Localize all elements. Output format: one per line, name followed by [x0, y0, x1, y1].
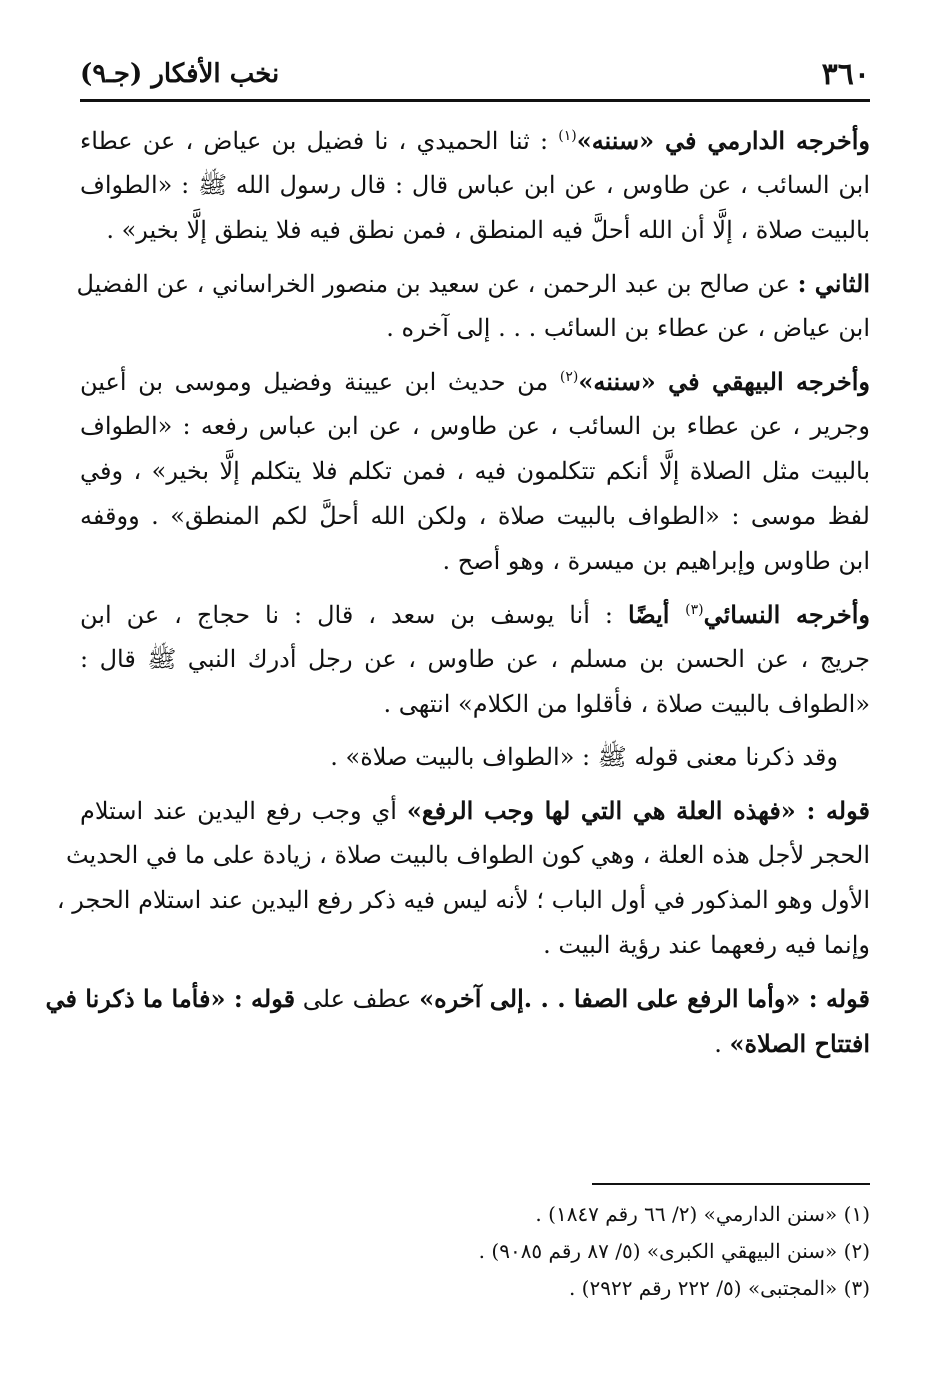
text-line	[80, 404, 870, 449]
text-segment: وقد ذكرنا معنى قوله ﷺ : «الطواف بالبيت صلاة» .	[330, 743, 838, 771]
text-segment: ابن عياض ، عن عطاء بن السائب . . . إلى آخره .	[386, 314, 870, 342]
page-header	[80, 52, 870, 96]
body-text	[45, 118, 870, 1066]
text-line	[80, 735, 870, 780]
paragraph-gap	[80, 253, 870, 261]
text-line	[80, 208, 870, 253]
footnote-2: (٢) «سنن البيهقي الكبرى» (٥/ ٨٧ رقم ٩٠٨٥) .	[478, 1239, 870, 1263]
text-segment: افتتاح الصلاة»	[729, 1029, 870, 1058]
text-segment: وإنما فيه رفعهما عند رؤية البيت .	[543, 931, 870, 959]
text-segment: وأخرجه البيهقي في «سننه»	[578, 367, 870, 396]
paragraph	[80, 118, 870, 253]
text-segment: وأخرجه النسائي	[703, 600, 870, 629]
text-segment: «الطواف بالبيت صلاة ، فأقلوا من الكلام» انتهى .	[383, 690, 870, 718]
text-segment: : أنا يوسف بن سعد ، قال : نا حجاج ، عن ابن	[80, 601, 628, 629]
paragraph	[56, 788, 870, 968]
footnote-ref[interactable]: (٢)	[559, 369, 579, 385]
paragraph-gap	[80, 351, 870, 359]
footnote-ref[interactable]: (٣)	[685, 602, 704, 618]
text-segment: عن صالح بن عبد الرحمن ، عن سعيد بن منصور الخراساني ، عن الفضيل	[76, 270, 798, 298]
text-segment: الثاني :	[797, 269, 870, 298]
text-segment: قوله : «فهذه العلة هي التي لها وجب الرفع»	[406, 796, 870, 825]
paragraph-gap	[80, 584, 870, 592]
paragraph	[45, 976, 870, 1066]
text-line	[80, 359, 870, 404]
text-segment: بالبيت مثل الصلاة إلَّا أنكم تتكلمون فيه ، فمن تكلم فلا يتكلم إلَّا بخير» ، وفي	[80, 457, 870, 485]
text-segment: ابن طاوس وإبراهيم بن ميسرة ، وهو أصح .	[442, 547, 870, 575]
text-segment: الأول وهو المذكور في أول الباب ؛ لأنه ليس فيه ذكر رفع اليدين عند استلام الحجر ،	[56, 886, 870, 914]
text-segment: عطف على	[295, 985, 420, 1013]
text-segment: بالبيت صلاة ، إلَّا أن الله أحلَّ فيه المنطق ، فمن نطق فيه فلا ينطق إلَّا بخير» .	[106, 216, 870, 244]
footnote-3: (٣) «المجتبى» (٥/ ٢٢٢ رقم ٢٩٢٢) .	[568, 1276, 870, 1300]
text-line	[80, 494, 870, 539]
footnote-separator	[592, 1183, 870, 1185]
text-line	[80, 592, 870, 637]
text-segment: أي وجب رفع اليدين عند استلام	[80, 797, 407, 825]
paragraph-gap	[80, 727, 870, 735]
running-title: نخب الأفكار (جـ٩)	[80, 59, 280, 89]
paragraph	[80, 592, 870, 727]
paragraph	[80, 735, 870, 780]
text-segment: قوله : «وأما الرفع على الصفا . . .إلى آخره»	[419, 984, 870, 1013]
text-line	[65, 833, 870, 878]
text-line	[80, 788, 870, 833]
text-line	[80, 1021, 870, 1066]
text-segment: الحجر لأجل هذه العلة ، وهي كون الطواف بالبيت صلاة ، زيادة على ما في الحديث	[65, 841, 870, 869]
text-line	[80, 637, 870, 682]
text-line	[45, 976, 870, 1021]
text-line	[80, 682, 870, 727]
text-segment: ابن السائب ، عن طاوس ، عن ابن عباس قال : قال رسول الله ﷺ : «الطواف	[80, 171, 870, 199]
text-segment: جريج ، عن الحسن بن مسلم ، عن طاوس ، عن رجل أدرك النبي ﷺ قال :	[80, 645, 870, 673]
text-line	[76, 261, 870, 306]
text-segment: .	[714, 1030, 730, 1058]
text-line	[80, 539, 870, 584]
footnote-1: (١) «سنن الدارمي» (٢/ ٦٦ رقم ١٨٤٧) .	[535, 1202, 870, 1226]
text-segment: قوله : «فأما ما ذكرنا في	[45, 984, 296, 1013]
paragraph-gap	[80, 968, 870, 976]
text-segment: من حديث ابن عيينة وفضيل وموسى بن أعين	[80, 368, 560, 396]
text-segment: : ثنا الحميدي ، نا فضيل بن عياض ، عن عطاء	[80, 127, 559, 155]
text-segment: وأخرجه الدارمي في «سننه»	[576, 126, 870, 155]
text-segment: لفظ موسى : «الطواف بالبيت صلاة ، ولكن الله أحلَّ لكم المنطق» . ووقفه	[80, 502, 870, 530]
paragraph-gap	[80, 780, 870, 788]
text-segment: وجرير ، عن عطاء بن السائب ، عن طاوس ، عن ابن عباس رفعه : «الطواف	[80, 412, 870, 440]
text-line	[80, 118, 870, 163]
text-line	[80, 306, 870, 351]
text-segment: أيضًا	[627, 600, 686, 629]
header-rule	[80, 99, 870, 102]
paragraph	[76, 261, 870, 351]
text-line	[80, 923, 870, 968]
text-line	[80, 163, 870, 208]
paragraph	[80, 359, 870, 584]
text-line	[56, 878, 870, 923]
footnotes	[80, 1196, 870, 1307]
footnote-ref[interactable]: (١)	[558, 128, 577, 144]
page-number: ٣٦٠	[821, 56, 870, 92]
text-line	[80, 449, 870, 494]
